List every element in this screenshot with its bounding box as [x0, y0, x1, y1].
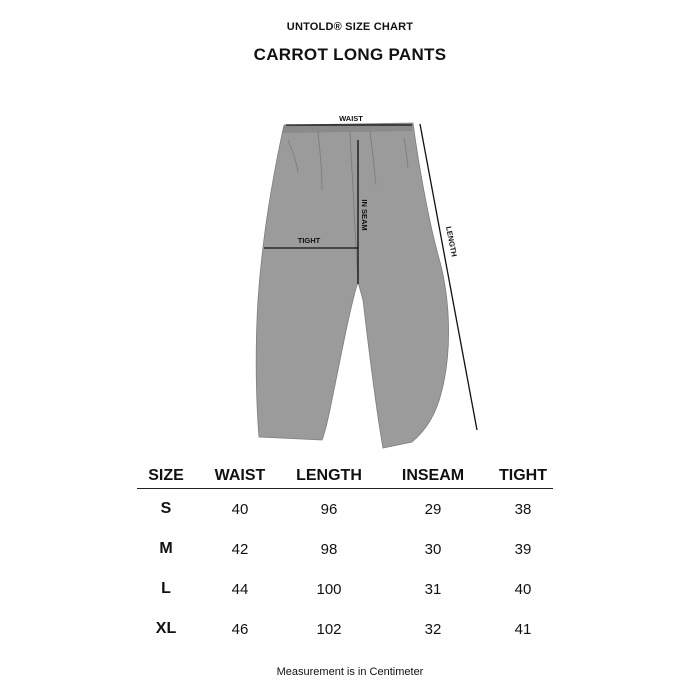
inseam-label: IN SEAM — [360, 199, 369, 231]
cell-size: L — [161, 580, 171, 597]
cell-waist: 40 — [231, 500, 249, 518]
column-header-tight: TIGHT — [493, 463, 553, 489]
table-body — [137, 489, 553, 650]
table-row — [137, 609, 553, 649]
waist-label: WAIST — [339, 114, 363, 123]
column-header-waist: WAIST — [195, 463, 285, 489]
cell-inseam: 29 — [424, 500, 442, 518]
tight-label: TIGHT — [297, 236, 321, 245]
cell-inseam: 30 — [424, 540, 442, 558]
cell-tight: 41 — [514, 620, 532, 638]
cell-waist: 46 — [231, 620, 249, 638]
cell-size: XL — [155, 620, 177, 637]
cell-tight: 39 — [514, 540, 532, 558]
cell-length: 100 — [316, 580, 342, 598]
table-row — [137, 569, 553, 609]
size-table — [137, 463, 553, 649]
measurement-note: Measurement is in Centimeter — [276, 666, 424, 678]
cell-size: M — [159, 540, 173, 557]
cell-size: S — [160, 500, 172, 517]
cell-inseam: 31 — [424, 580, 442, 598]
cell-tight: 40 — [514, 580, 532, 598]
table-row — [137, 529, 553, 569]
cell-length: 96 — [320, 500, 338, 518]
brand-title: UNTOLD® SIZE CHART — [286, 21, 414, 33]
table-header-row — [137, 463, 553, 489]
column-header-size: SIZE — [137, 463, 195, 489]
product-title: CARROT LONG PANTS — [253, 45, 447, 64]
table-row — [137, 489, 553, 530]
length-label: LENGTH — [444, 225, 459, 258]
cell-waist: 42 — [231, 540, 249, 558]
cell-length: 102 — [316, 620, 342, 638]
cell-tight: 38 — [514, 500, 532, 518]
cell-length: 98 — [320, 540, 338, 558]
cell-inseam: 32 — [424, 620, 442, 638]
column-header-inseam: INSEAM — [373, 463, 493, 489]
column-header-length: LENGTH — [285, 463, 373, 489]
cell-waist: 44 — [231, 580, 249, 598]
